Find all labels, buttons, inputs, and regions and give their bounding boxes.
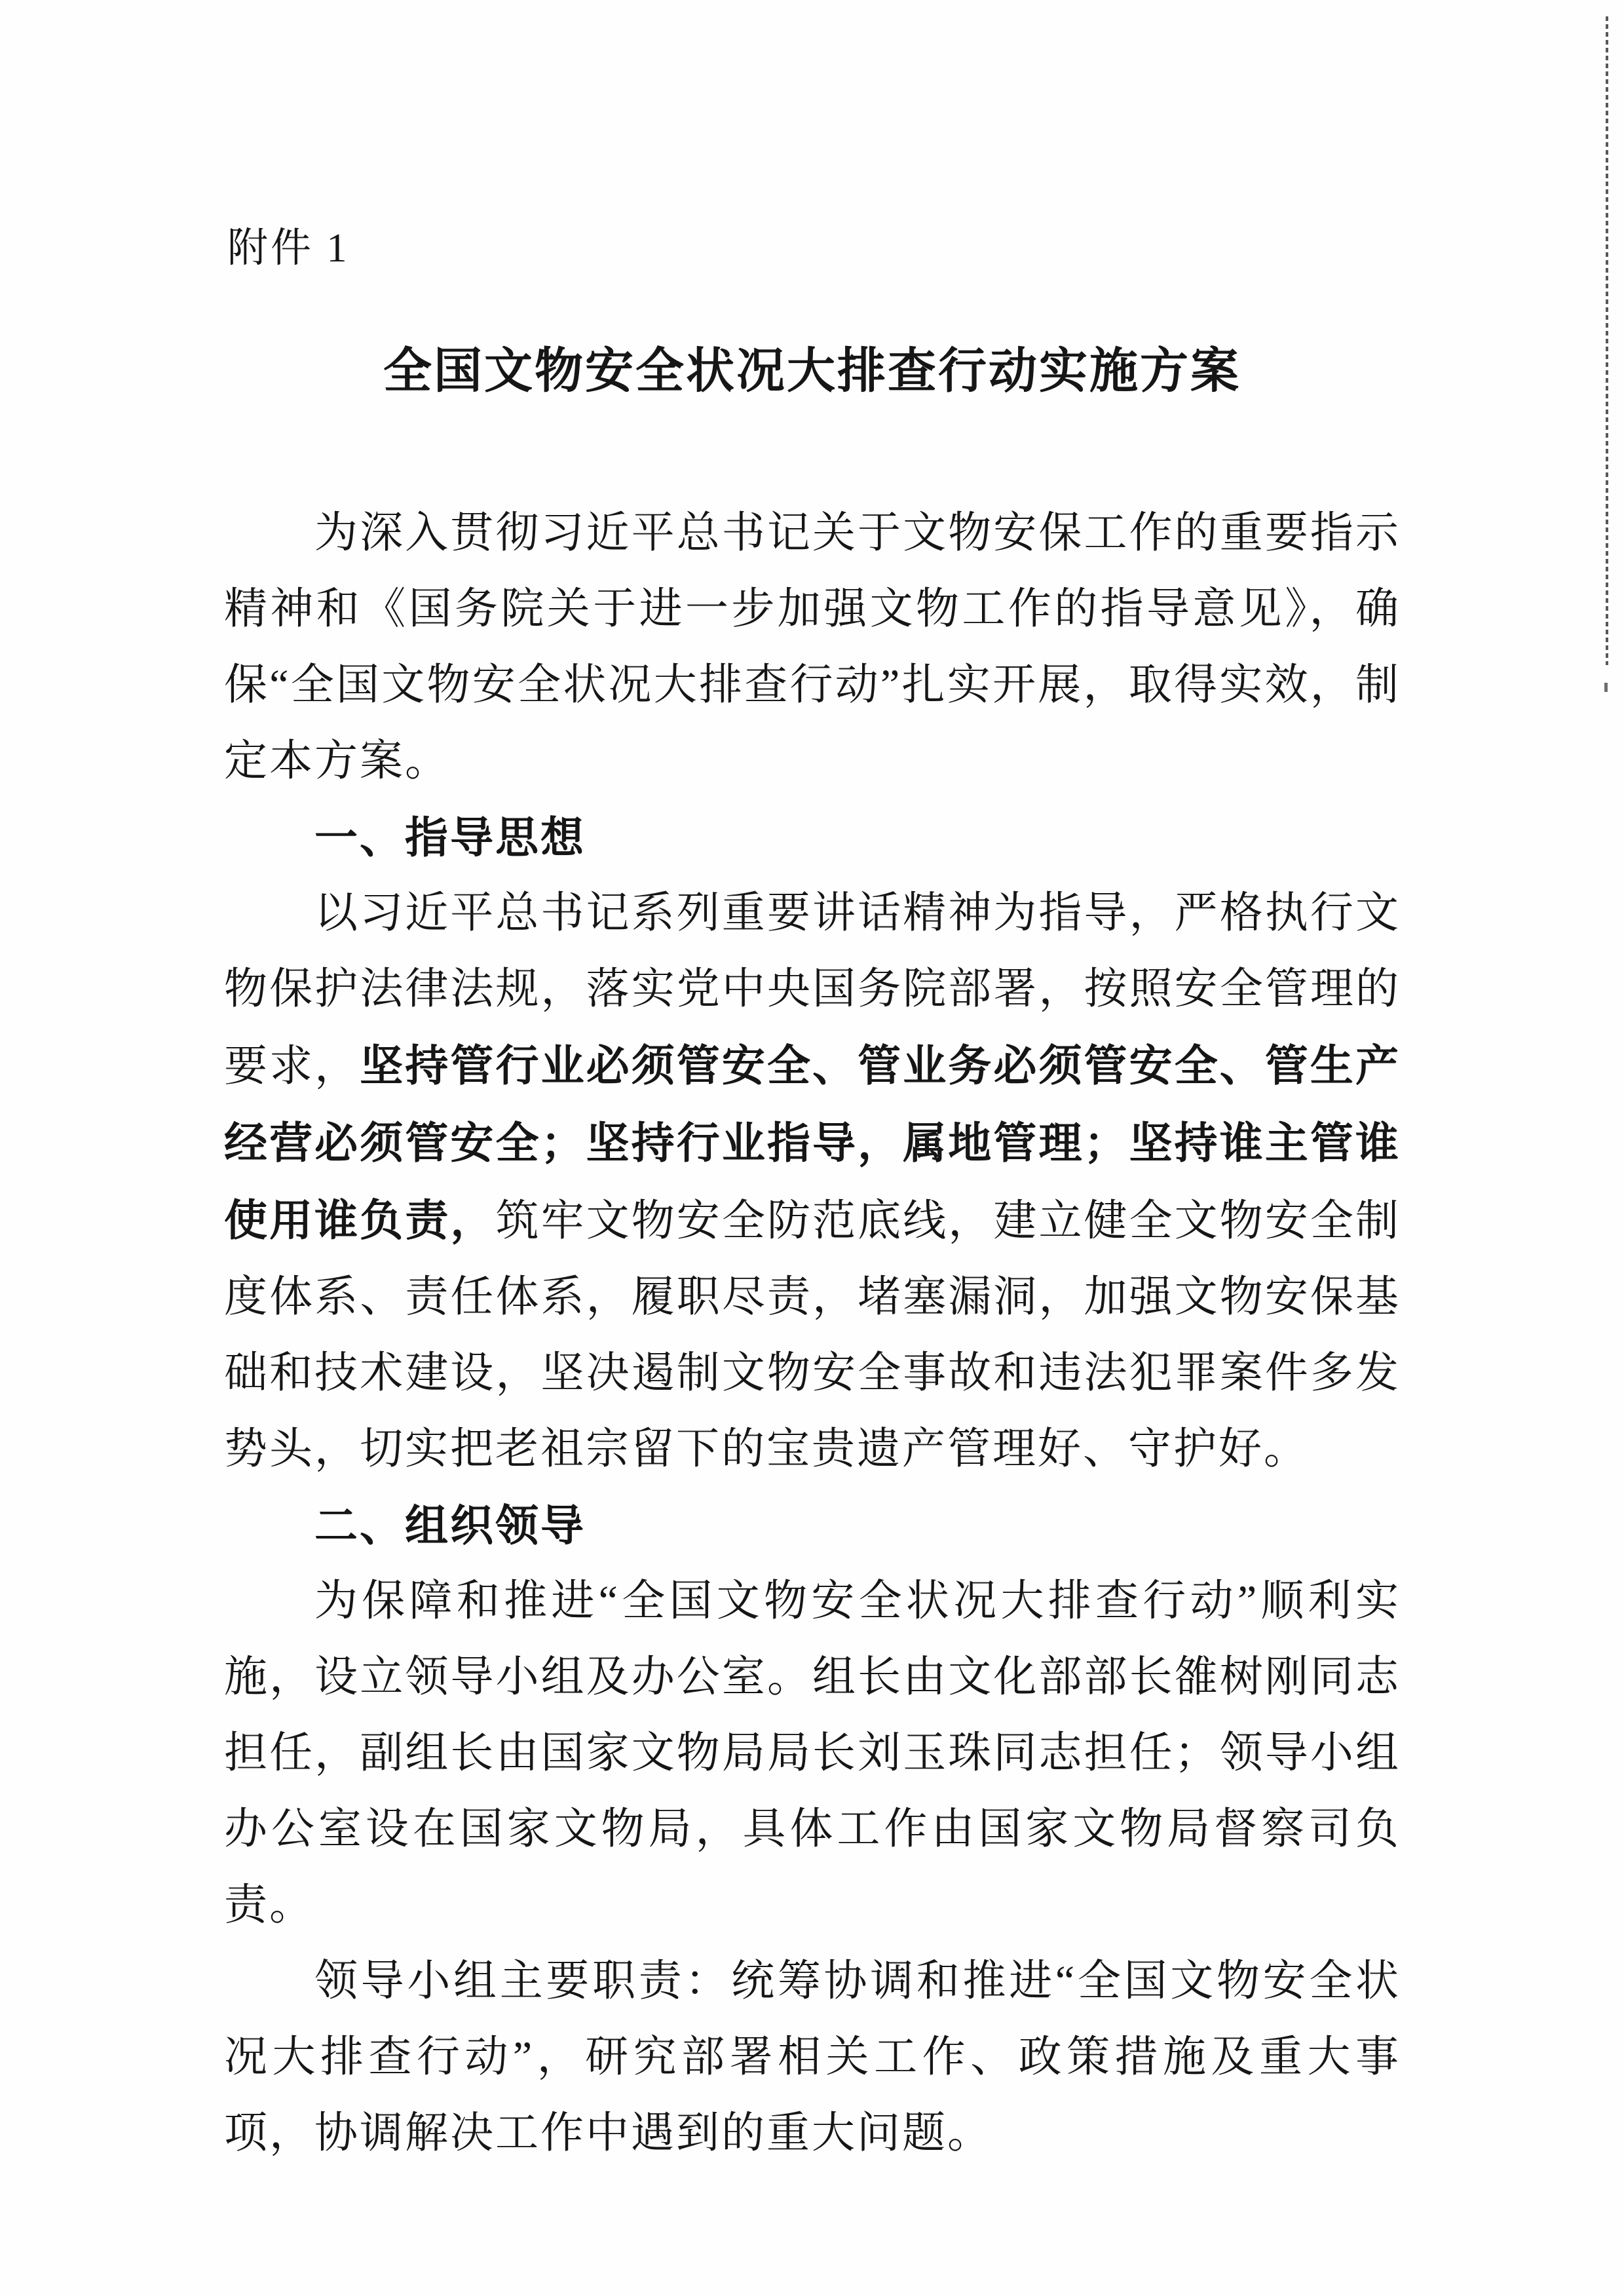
body-paragraph (224, 1563, 1401, 1943)
text-run: 以习近平总书记系列重要讲话精神为指导，严格执行文物保护法律法规，落实党中央国务院部署，按照安全管理的要求， (224, 889, 1401, 1090)
text-run: 筑牢文物安全防范底线，建立健全文物安全制度体系、责任体系，履职尽责，堵塞漏洞，加强文物安保基础和技术建设，坚决遏制文物安全事故和违法犯罪案件多发势头，切实把老祖宗留下的宝贵遗产管理好、守护好。 (224, 1197, 1401, 1473)
body-paragraph (224, 495, 1401, 799)
text-run: 为保障和推进“全国文物安全状况大排查行动”顺利实施，设立领导小组及办公室。组长由文化部部长雒树刚同志担任，副组长由国家文物局局长刘玉珠同志担任；领导小组办公室设在国家文物局，具体工作由国家文物局督察司负责。 (224, 1577, 1401, 1929)
emphasized-text: 二、组织领导 (314, 1501, 586, 1550)
scan-artifact-line (1606, 16, 1608, 665)
section-heading (224, 799, 1401, 875)
body-paragraph (224, 875, 1401, 1487)
text-run: 领导小组主要职责：统筹协调和推进“全国文物安全状况大排查行动”，研究部署相关工作、政策措施及重大事项，协调解决工作中遇到的重大问题。 (224, 1957, 1401, 2157)
attachment-label: 附件 1 (227, 226, 350, 271)
body-paragraph (224, 1943, 1401, 2172)
emphasized-text: 一、指导思想 (314, 813, 586, 862)
section-heading (224, 1487, 1401, 1563)
document-body (224, 495, 1401, 2172)
text-run: 为深入贯彻习近平总书记关于文物安保工作的重要指示精神和《国务院关于进一步加强文物工作的指导意见》，确保“全国文物安全状况大排查行动”扎实开展，取得实效，制定本方案。 (224, 509, 1401, 785)
scan-artifact-dash (1604, 683, 1608, 692)
emphasized-text: 坚持管行业必须管安全、管业务必须管安全、管生产经营必须管安全；坚持行业指导，属地管理；坚持谁主管谁使用谁负责， (224, 1041, 1401, 1244)
document-title: 全国文物安全状况大排查行动实施方案 (383, 345, 1241, 398)
